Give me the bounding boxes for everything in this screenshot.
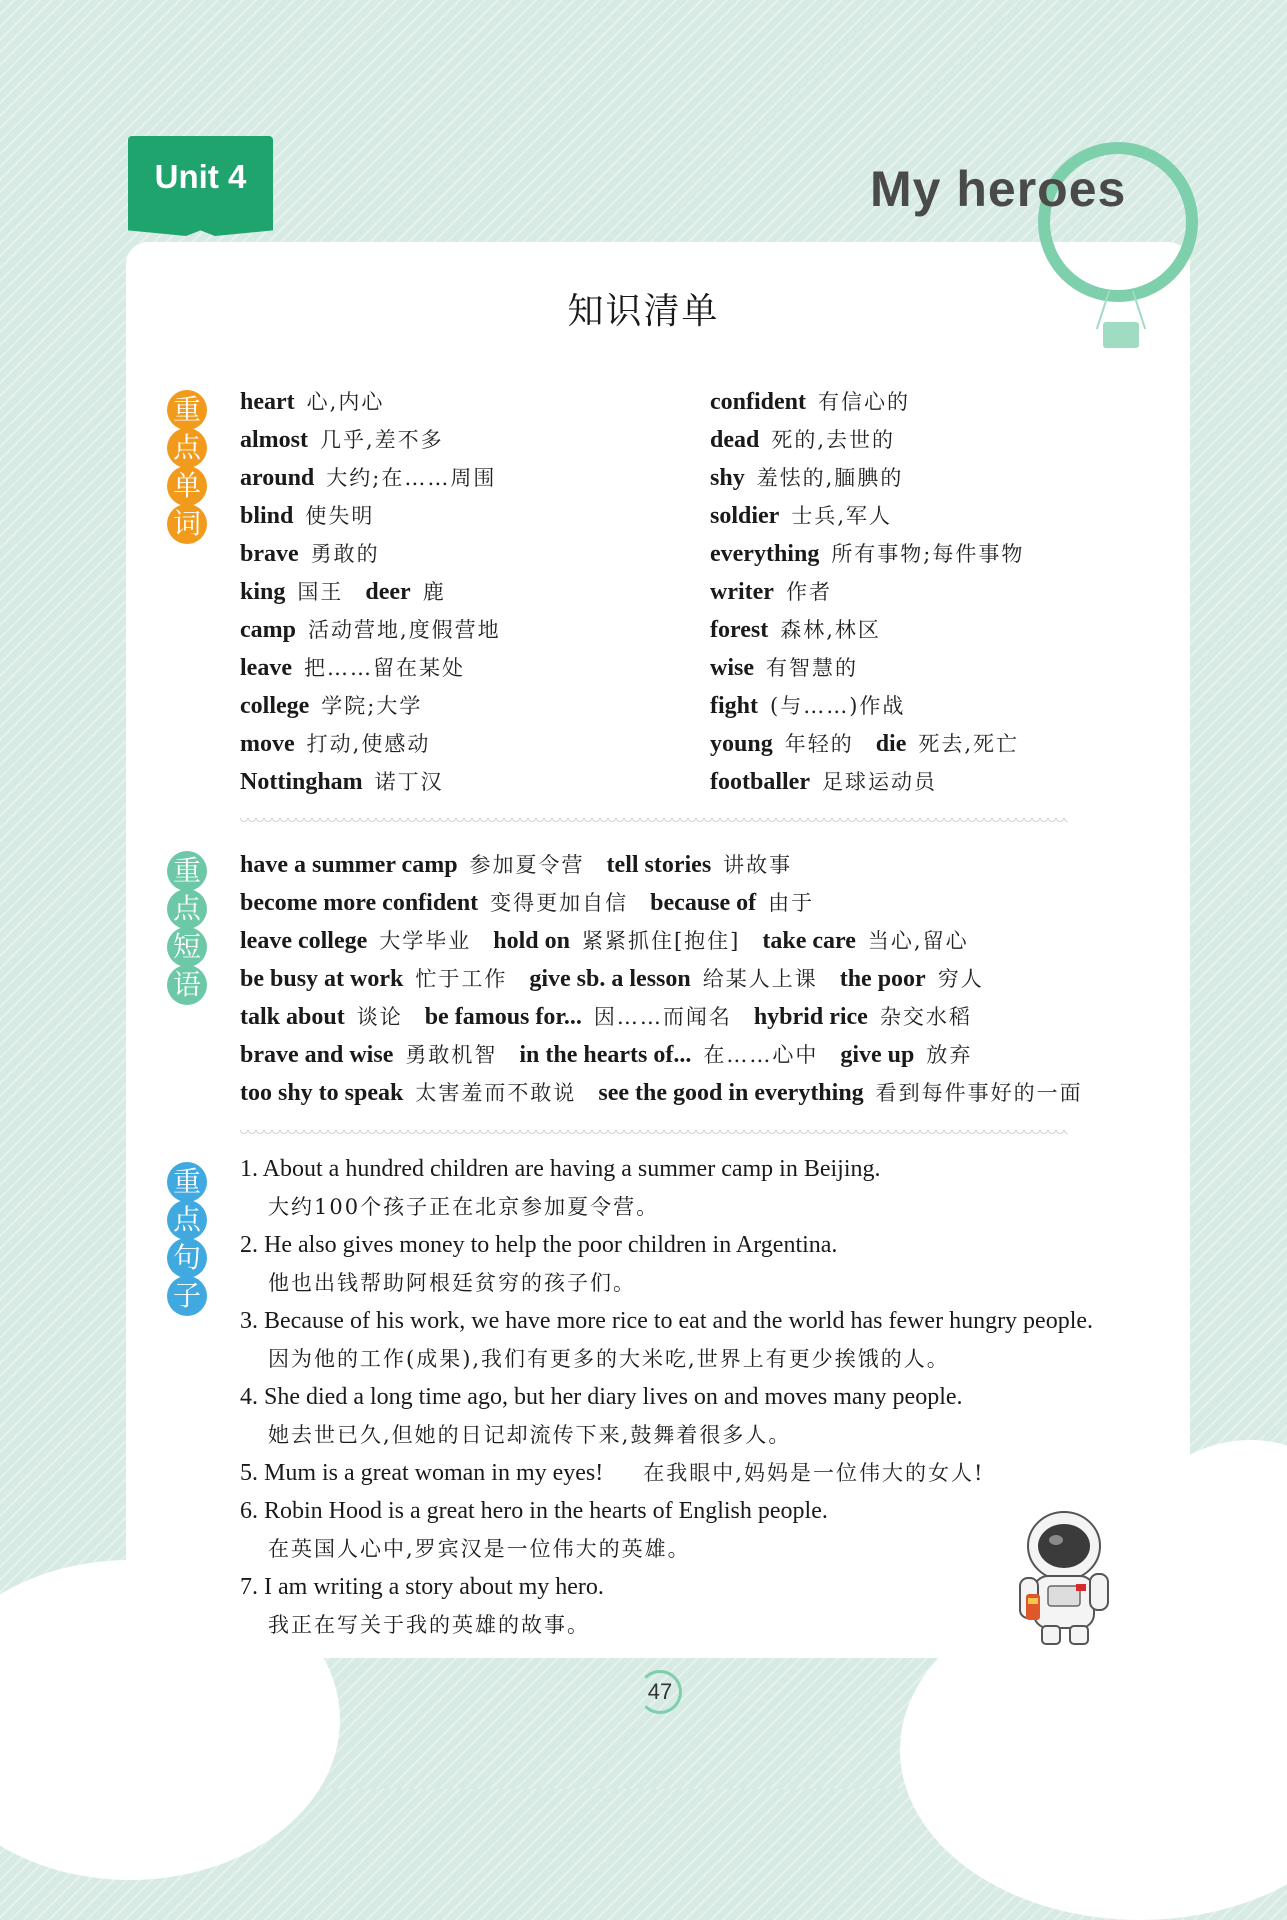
chinese-meaning: 紧紧抓住[抱住] <box>581 929 741 953</box>
sentence-chinese: 大约100个孩子正在北京参加夏令营。 <box>268 1195 660 1219</box>
chinese-meaning: 士兵,军人 <box>791 504 893 528</box>
entry-row <box>240 687 501 725</box>
tag-char: 句 <box>167 1238 207 1278</box>
chinese-meaning: 死去,死亡 <box>918 732 1020 756</box>
english-term: forest <box>710 617 769 643</box>
english-term: king <box>240 579 286 605</box>
page-heading: 知识清单 <box>567 291 720 332</box>
english-term: brave <box>240 541 299 567</box>
chinese-meaning: 使失明 <box>305 504 375 528</box>
key-sentences-tag <box>167 1162 207 1314</box>
entry-row <box>240 459 501 497</box>
chinese-meaning: 有智慧的 <box>766 656 858 680</box>
chinese-meaning: 死的,去世的 <box>771 428 896 452</box>
english-term: footballer <box>710 769 810 795</box>
word-entry <box>876 731 1019 757</box>
chinese-meaning: 讲故事 <box>723 853 793 877</box>
english-term: around <box>240 465 315 491</box>
english-term: shy <box>710 465 745 491</box>
phrase-entry <box>240 1042 497 1068</box>
chinese-meaning: 有信心的 <box>818 390 910 414</box>
section-divider <box>240 1130 1068 1136</box>
sentence-line <box>240 1454 1093 1492</box>
word-entry <box>240 389 384 415</box>
word-entry <box>240 465 496 491</box>
sentence-item <box>240 1454 1093 1492</box>
astronaut-illustration <box>990 1498 1138 1648</box>
entry-row <box>710 687 1024 725</box>
entry-row <box>240 535 501 573</box>
tag-char: 重 <box>167 851 207 891</box>
english-term: die <box>875 731 907 757</box>
chinese-meaning: 所有事物;每件事物 <box>831 542 1025 566</box>
tag-char: 单 <box>167 466 207 506</box>
word-entry <box>240 655 465 681</box>
entry-row <box>710 535 1024 573</box>
word-entry <box>240 731 430 757</box>
phrase-entry <box>240 928 471 954</box>
tag-char: 点 <box>167 1200 207 1240</box>
english-term: too shy to speak <box>240 1080 404 1106</box>
entry-row <box>240 573 501 611</box>
chinese-meaning: 足球运动员 <box>821 770 937 794</box>
tag-char: 点 <box>167 428 207 468</box>
english-term: confident <box>710 389 806 415</box>
sentence-item <box>240 1150 1093 1226</box>
chinese-meaning: 太害羞而不敢说 <box>415 1081 577 1105</box>
chinese-meaning: 当心,留心 <box>867 929 969 953</box>
chinese-meaning: 鹿 <box>422 580 446 604</box>
chinese-meaning: 作者 <box>785 580 832 604</box>
word-entry <box>240 541 380 567</box>
english-term: young <box>710 731 773 757</box>
english-term: camp <box>240 617 296 643</box>
chinese-meaning: 在……心中 <box>703 1043 819 1067</box>
entry-row <box>710 763 1024 801</box>
word-entry <box>240 693 422 719</box>
sentence-english: 2. He also gives money to help the poor children in Argentina. <box>240 1232 838 1258</box>
entry-row <box>240 649 501 687</box>
english-term: see the good in everything <box>598 1080 864 1106</box>
entry-row <box>240 1036 1083 1074</box>
english-term: the poor <box>839 966 926 992</box>
word-entry <box>710 465 903 491</box>
entry-row <box>240 1074 1083 1112</box>
word-entry <box>240 503 374 529</box>
english-term: college <box>240 693 310 719</box>
sentence-chinese: 我正在写关于我的英雄的故事。 <box>268 1613 590 1637</box>
chinese-meaning: 大学毕业 <box>379 929 472 953</box>
words-left-column <box>240 383 501 801</box>
chinese-meaning: 谈论 <box>356 1005 403 1029</box>
unit-title: My heroes <box>870 161 1127 217</box>
entry-row <box>240 960 1083 998</box>
word-entry <box>710 427 895 453</box>
entry-row <box>710 649 1024 687</box>
english-term: become more confident <box>240 890 479 916</box>
entry-row <box>240 383 501 421</box>
sentence-chinese: 他也出钱帮助阿根廷贫穷的孩子们。 <box>268 1271 636 1295</box>
entry-row <box>240 497 501 535</box>
english-term: leave <box>240 655 292 681</box>
chinese-meaning: 参加夏令营 <box>469 853 585 877</box>
chinese-meaning: 森林,林区 <box>780 618 881 642</box>
key-phrases-tag <box>167 851 207 1003</box>
phrase-entry <box>754 1004 972 1030</box>
chinese-meaning: 年轻的 <box>784 732 854 756</box>
unit-label: Unit 4 <box>128 136 273 228</box>
entry-row <box>240 421 501 459</box>
phrase-entry <box>598 1080 1082 1106</box>
entry-row <box>710 611 1024 649</box>
english-term: blind <box>240 503 294 529</box>
sentence-item <box>240 1568 1093 1644</box>
sentence-item <box>240 1302 1093 1378</box>
chinese-meaning: 国王 <box>297 580 344 604</box>
phrase-entry <box>240 966 507 992</box>
english-term: hybrid rice <box>753 1004 868 1030</box>
entry-row <box>240 998 1083 1036</box>
english-term: brave and wise <box>240 1042 394 1068</box>
chinese-meaning: 学院;大学 <box>321 694 423 718</box>
phrase-entry <box>607 852 793 878</box>
english-term: take care <box>762 928 856 954</box>
chinese-meaning: 给某人上课 <box>702 967 818 991</box>
english-term: Nottingham <box>240 769 363 795</box>
chinese-meaning: 勇敢的 <box>310 542 380 566</box>
phrase-entry <box>840 966 984 992</box>
chinese-meaning: (与……)作战 <box>770 694 906 718</box>
phrase-entry <box>240 1004 403 1030</box>
entry-row <box>710 725 1024 763</box>
word-entry <box>710 389 910 415</box>
sentence-english: 5. Mum is a great woman in my eyes! <box>240 1460 604 1486</box>
entry-row <box>240 922 1083 960</box>
entry-row <box>240 611 501 649</box>
english-term: wise <box>710 655 754 681</box>
phrase-entry <box>529 966 817 992</box>
english-term: dead <box>710 427 760 453</box>
entry-row <box>710 573 1024 611</box>
sentence-english: 4. She died a long time ago, but her diary lives on and moves many people. <box>240 1384 963 1410</box>
english-term: everything <box>710 541 820 567</box>
english-term: be busy at work <box>240 966 404 992</box>
chinese-meaning: 勇敢机智 <box>405 1043 498 1067</box>
sentence-english: 1. About a hundred children are having a summer camp in Beijing. <box>240 1156 881 1182</box>
entry-row <box>240 763 501 801</box>
key-words-tag <box>167 390 207 542</box>
entry-row <box>710 421 1024 459</box>
english-term: heart <box>240 389 295 415</box>
section-divider <box>240 818 1068 824</box>
tag-char: 词 <box>167 504 207 544</box>
tag-char: 点 <box>167 889 207 929</box>
word-entry <box>710 769 937 795</box>
english-term: move <box>240 731 295 757</box>
chinese-meaning: 打动,使感动 <box>306 732 431 756</box>
word-entry <box>710 503 892 529</box>
phrases-list <box>240 846 1083 1112</box>
chinese-meaning: 诺丁汉 <box>374 770 444 794</box>
word-entry <box>710 617 881 643</box>
english-term: fight <box>710 693 758 719</box>
tag-char: 语 <box>167 965 207 1005</box>
english-term: give up <box>840 1042 915 1068</box>
sentence-english: 6. Robin Hood is a great hero in the hearts of English people. <box>240 1498 828 1524</box>
chinese-meaning: 大约;在……周围 <box>326 466 497 490</box>
sentence-item <box>240 1492 1093 1568</box>
word-entry <box>240 579 343 605</box>
page-number: 47 <box>638 1670 682 1714</box>
tag-char: 子 <box>167 1276 207 1316</box>
word-entry <box>710 541 1024 567</box>
chinese-meaning: 心,内心 <box>306 390 385 414</box>
english-term: in the hearts of... <box>519 1042 692 1068</box>
word-entry <box>710 655 858 681</box>
entry-row <box>710 459 1024 497</box>
sentence-chinese: 在英国人心中,罗宾汉是一位伟大的英雄。 <box>268 1537 691 1561</box>
english-term: hold on <box>493 928 570 954</box>
phrase-entry <box>762 928 968 954</box>
sentence-item <box>240 1378 1093 1454</box>
word-entry <box>240 769 444 795</box>
chinese-meaning: 穷人 <box>937 967 984 991</box>
tag-char: 重 <box>167 1162 207 1202</box>
entry-row <box>240 725 501 763</box>
entry-row <box>710 383 1024 421</box>
word-entry <box>365 579 445 605</box>
english-term: almost <box>240 427 308 453</box>
sentence-chinese: 她去世已久,但她的日记却流传下来,鼓舞着很多人。 <box>268 1423 792 1447</box>
chinese-meaning: 由于 <box>768 891 815 915</box>
phrase-entry <box>840 1042 972 1068</box>
chinese-meaning: 羞怯的,腼腆的 <box>756 466 904 490</box>
chinese-meaning: 把……留在某处 <box>303 656 465 680</box>
word-entry <box>710 579 832 605</box>
chinese-meaning: 杂交水稻 <box>879 1005 972 1029</box>
chinese-meaning: 因……而闻名 <box>593 1005 732 1029</box>
english-term: tell stories <box>606 852 712 878</box>
phrase-entry <box>519 1042 818 1068</box>
english-term: soldier <box>710 503 780 529</box>
tag-char: 重 <box>167 390 207 430</box>
english-term: writer <box>710 579 774 605</box>
word-entry <box>710 693 905 719</box>
phrase-entry <box>240 1080 576 1106</box>
english-term: give sb. a lesson <box>529 966 691 992</box>
chinese-meaning: 忙于工作 <box>415 967 508 991</box>
phrase-entry <box>240 890 628 916</box>
sentence-english: 7. I am writing a story about my hero. <box>240 1574 604 1600</box>
chinese-meaning: 放弃 <box>926 1043 973 1067</box>
word-entry <box>240 617 501 643</box>
sentence-chinese: 因为他的工作(成果),我们有更多的大米吃,世界上有更少挨饿的人。 <box>268 1347 950 1371</box>
phrase-entry <box>425 1004 732 1030</box>
entry-row <box>240 846 1083 884</box>
english-term: talk about <box>240 1004 345 1030</box>
tag-char: 短 <box>167 927 207 967</box>
english-term: because of <box>650 890 757 916</box>
phrase-entry <box>650 890 814 916</box>
english-term: be famous for... <box>424 1004 582 1030</box>
sentence-item <box>240 1226 1093 1302</box>
entry-row <box>710 497 1024 535</box>
chinese-meaning: 几乎,差不多 <box>320 428 444 452</box>
sentence-chinese: 在我眼中,妈妈是一位伟大的女人! <box>643 1461 985 1485</box>
phrase-entry <box>240 852 585 878</box>
word-entry <box>240 427 444 453</box>
english-term: leave college <box>240 928 368 954</box>
english-term: have a summer camp <box>240 852 458 878</box>
chinese-meaning: 变得更加自信 <box>490 891 629 915</box>
words-right-column <box>710 383 1024 801</box>
sentence-english: 3. Because of his work, we have more rice to eat and the world has fewer hungry people. <box>240 1308 1094 1334</box>
chinese-meaning: 看到每件事好的一面 <box>875 1081 1083 1105</box>
english-term: deer <box>365 579 411 605</box>
chinese-meaning: 活动营地,度假营地 <box>308 618 501 642</box>
entry-row <box>240 884 1083 922</box>
sentences-list <box>240 1150 1093 1644</box>
word-entry <box>710 731 854 757</box>
phrase-entry <box>493 928 740 954</box>
